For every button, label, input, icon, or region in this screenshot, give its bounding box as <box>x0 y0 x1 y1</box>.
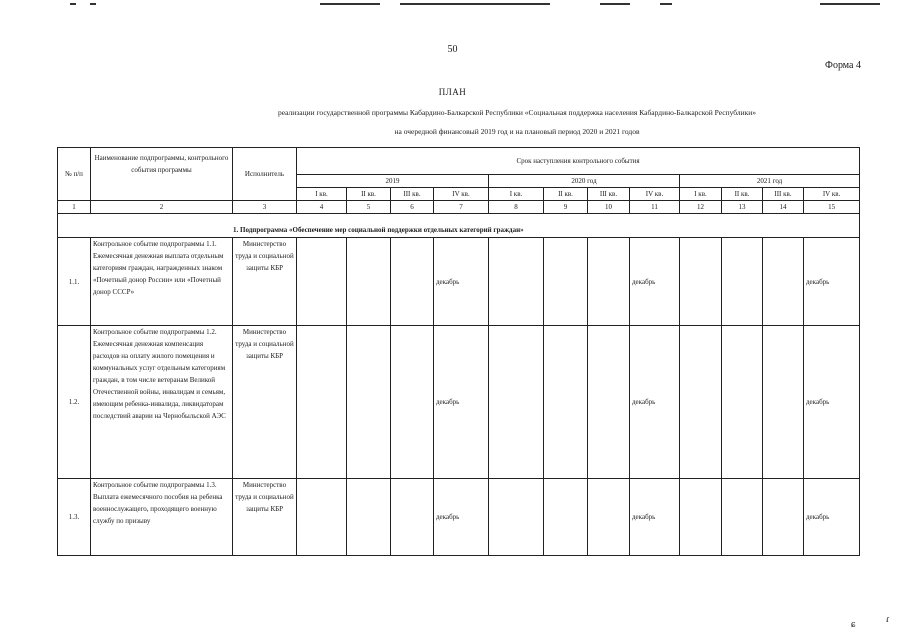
event-name: Контрольное событие подпрограммы 1.3. Выплата ежемесячного пособия на ребенка военнослужащего, проходящего военную службу по призыву <box>91 479 233 556</box>
header-name: Наименование подпрограммы, контрольного события программы <box>91 148 233 201</box>
header-deadline: Срок наступления контрольного события <box>297 148 860 175</box>
section-title: 1. Подпрограмма «Обеспечение мер социальной поддержки отдельных категорий граждан» <box>58 214 860 238</box>
deadline-2019-q4: декабрь <box>434 238 489 326</box>
deadline-2020-q4: декабрь <box>630 479 680 556</box>
column-numbers-row <box>58 201 860 214</box>
page-number: 50 <box>447 44 458 55</box>
deadline-2019-q4: декабрь <box>434 479 489 556</box>
document-title: ПЛАН <box>438 87 467 97</box>
form-label: Форма 4 <box>825 60 861 71</box>
header-quarter: I кв. <box>297 188 347 201</box>
column-number: 9 <box>544 201 588 214</box>
scan-artifact <box>400 3 550 5</box>
header-quarter: I кв. <box>680 188 722 201</box>
scan-artifact: ɾ <box>886 614 890 625</box>
header-num: № п/п <box>58 148 91 201</box>
header-year-2020: 2020 год <box>489 175 680 188</box>
plan-table <box>57 147 860 556</box>
header-quarter: IV кв. <box>630 188 680 201</box>
deadline-2019-q4: декабрь <box>434 326 489 479</box>
column-number: 11 <box>630 201 680 214</box>
deadline-2021-q4: декабрь <box>804 238 860 326</box>
column-number: 14 <box>763 201 804 214</box>
document-subtitle: реализации государственной программы Кабардино-Балкарской Республики «Социальная поддержка населения Кабардино-Балкарской Республики» <box>277 108 757 117</box>
header-year-2019: 2019 <box>297 175 489 188</box>
event-executor: Министерство труда и социальной защиты КБР <box>233 479 297 556</box>
table-row <box>58 238 860 326</box>
column-number: 5 <box>347 201 391 214</box>
header-quarter: II кв. <box>347 188 391 201</box>
column-number: 12 <box>680 201 722 214</box>
scan-artifact <box>600 3 630 5</box>
header-row <box>58 148 860 175</box>
scan-artifact <box>70 3 76 5</box>
header-quarter: III кв. <box>391 188 434 201</box>
table-row <box>58 326 860 479</box>
header-quarter: III кв. <box>588 188 630 201</box>
table-row <box>58 479 860 556</box>
event-executor: Министерство труда и социальной защиты КБР <box>233 326 297 479</box>
header-executor: Исполнитель <box>233 148 297 201</box>
header-year-2021: 2021 год <box>680 175 860 188</box>
column-number: 10 <box>588 201 630 214</box>
column-number: 13 <box>722 201 763 214</box>
header-quarter: III кв. <box>763 188 804 201</box>
header-quarter: IV кв. <box>434 188 489 201</box>
deadline-2020-q4: декабрь <box>630 238 680 326</box>
event-name: Контрольное событие подпрограммы 1.2. Ежемесячная денежная компенсация расходов на оплату жилого помещения и коммунальных услуг отдельным категориям граждан, в том числе ветеранам Великой Отечественной войны, инвалидам и семьям, имеющим ребенка-инвалида, ликвидаторам последствий аварии на Чернобыльской АЭС <box>91 326 233 479</box>
deadline-2021-q4: декабрь <box>804 326 860 479</box>
column-number: 4 <box>297 201 347 214</box>
column-number: 1 <box>58 201 91 214</box>
deadline-2020-q4: декабрь <box>630 326 680 479</box>
column-number: 6 <box>391 201 434 214</box>
document-period: на очередной финансовый 2019 год и на плановый период 2020 и 2021 годов <box>394 127 640 136</box>
column-number: 2 <box>91 201 233 214</box>
column-number: 8 <box>489 201 544 214</box>
event-executor: Министерство труда и социальной защиты КБР <box>233 238 297 326</box>
row-number: 1.3. <box>58 479 91 556</box>
row-number: 1.1. <box>58 238 91 326</box>
column-number: 3 <box>233 201 297 214</box>
header-quarter: IV кв. <box>804 188 860 201</box>
scan-artifact <box>320 3 380 5</box>
header-quarter: I кв. <box>489 188 544 201</box>
scan-artifact <box>820 3 880 5</box>
deadline-2021-q4: декабрь <box>804 479 860 556</box>
event-name: Контрольное событие подпрограммы 1.1. Ежемесячная денежная выплата отдельным категориям граждан, награжденных знаком «Почетный донор России» или «Почетный донор СССР» <box>91 238 233 326</box>
row-number: 1.2. <box>58 326 91 479</box>
section-row <box>58 214 860 238</box>
header-quarter: II кв. <box>722 188 763 201</box>
scan-artifact <box>660 3 672 5</box>
column-number: 15 <box>804 201 860 214</box>
header-quarter: II кв. <box>544 188 588 201</box>
scan-artifact <box>90 3 96 5</box>
scan-artifact: ɕ <box>851 619 856 630</box>
column-number: 7 <box>434 201 489 214</box>
